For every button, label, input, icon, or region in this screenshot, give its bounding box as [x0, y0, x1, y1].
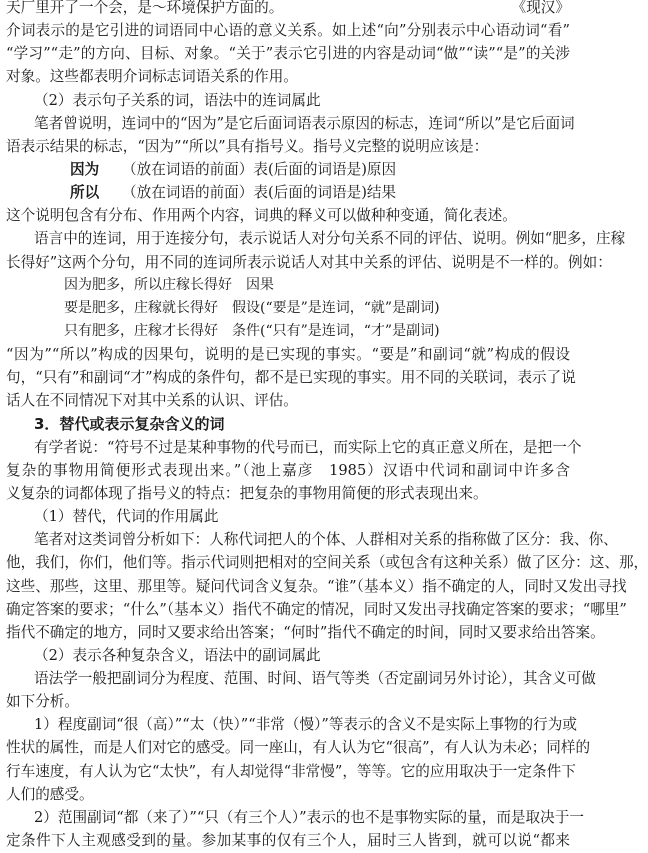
body-line: 复杂的事物用简便形式表现出来。”（池上嘉彦 1985）汉语中代词和副词中许多含 — [6, 461, 570, 479]
example-text: 天厂里开了一个会，是～环境保护方面的。 — [6, 0, 284, 16]
body-line: 定条件下人主观感受到的量。参加某事的仅有三个人，届时三人皆到，就可以说“都来 — [6, 832, 570, 849]
body-line: 1）程度副词“很（高）”“太（快）”“非常（慢）”等表示的含义不是实际上事物的行为或 — [34, 716, 577, 734]
definition-line — [70, 158, 570, 181]
example-line: 要是肥多，庄稼就长得好 假设(“要是”是连词，“就”是副词) — [64, 299, 440, 316]
body-line: 如下分析。 — [6, 693, 79, 711]
body-line: 行车速度，有人认为它“太快”，有人却觉得“非常慢”，等等。它的应用取决于一定条件下 — [6, 762, 576, 780]
source-label: 《现汉》 — [511, 0, 570, 16]
body-line: 语言中的连词，用于连接分句，表示说话人对分句关系不同的评估、说明。例如“肥多，庄稼 — [34, 230, 626, 248]
subsection-heading: （2）表示各种复杂含义，语法中的副词属此 — [34, 646, 321, 664]
body-line: 他，我们，你们，他们等。指示代词则把相对的空间关系（或包含有这种关系）做了区分：这、那， — [6, 554, 648, 572]
body-line: 笔者曾说明，连词中的“因为”是它后面词语表示原因的标志，连词“所以”是它后面词 — [34, 114, 575, 132]
body-line: 确定答案的要求；“什么”（基本义）指代不确定的情况，同时又发出寻找确定答案的要求；“哪里” — [6, 600, 627, 618]
body-line: 义复杂的词都体现了指号义的特点：把复杂的事物用简便的形式表现出来。 — [6, 484, 488, 502]
body-line: 指代不确定的地方，同时又要求给出答案；“何时”指代不确定的时间，同时又要求给出答案。 — [6, 623, 605, 641]
section-heading: 3．替代或表示复杂含义的词 — [34, 414, 225, 433]
body-line: 长得好”这两个分句，用不同的连词所表示说话人对其中关系的评估、说明是不一样的。例如： — [6, 253, 612, 271]
example-line: 只有肥多，庄稼才长得好 条件(“只有”是连词，“才”是副词) — [64, 322, 440, 339]
definition-term: 因为 — [70, 161, 100, 178]
body-line: 语表示结果的标志，“因为”“所以”具有指号义。指号义完整的说明应该是： — [6, 137, 489, 155]
example-citation-line — [6, 0, 570, 19]
body-line: “学习”“走”的方向、目标、对象。“关于”表示它引进的内容是动词“做”“读”“是”的关涉 — [6, 45, 570, 63]
body-line: 话人在不同情况下对其中关系的认识、评估。 — [6, 392, 298, 410]
subsection-heading: （1）替代，代词的作用属此 — [34, 508, 219, 526]
body-line: 笔者对这类词曾分析如下：人称代词把人的个体、人群相对关系的指称做了区分：我、你、 — [34, 531, 618, 549]
body-line: 2）范围副词“都（来了）”“只（有三个人）”表示的也不是事物实际的量，而是取决于一 — [34, 808, 584, 826]
body-line: 性状的属性，而是人们对它的感受。同一座山，有人认为它“很高”，有人认为未必；同样的 — [6, 739, 591, 757]
body-line: 介词表示的是它引进的词语同中心语的意义关系。如上述“向”分别表示中心语动词“看” — [6, 22, 570, 40]
subsection-heading: （2）表示句子关系的词，语法中的连词属此 — [34, 91, 321, 109]
definition-line — [70, 181, 570, 204]
body-line: 对象。这些都表明介词标志词语关系的作用。 — [6, 68, 298, 86]
body-line: 这个说明包含有分布、作用两个内容，词典的释义可以做种种变通，简化表述。 — [6, 207, 517, 225]
body-line: 语法学一般把副词分为程度、范围、时间、语气等类（否定副词另外讨论），其含义可做 — [34, 670, 596, 687]
definition-term: 所以 — [70, 184, 100, 202]
body-line: 人们的感受。 — [6, 785, 94, 803]
example-line: 因为肥多，所以庄稼长得好 因果 — [64, 276, 274, 293]
definition-text: （放在词语的前面）表(后面的词语是)结果 — [122, 184, 397, 202]
body-line: 句，“只有”和副词“才”构成的条件句，都不是已实现的事实。用不同的关联词，表示了说 — [6, 369, 576, 387]
body-line: 这些、那些，这里、那里等。疑问代词含义复杂。“谁”（基本义）指不确定的人，同时又发出寻找 — [6, 577, 627, 595]
definition-text: （放在词语的前面）表(后面的词语是)原因 — [122, 161, 397, 178]
body-line: 有学者说：“符号不过是某种事物的代号而已，而实际上它的真正意义所在，是把一个 — [34, 438, 582, 456]
body-line: “因为”“所以”构成的因果句，说明的是已实现的事实。“要是”和副词“就”构成的假设 — [6, 346, 570, 364]
